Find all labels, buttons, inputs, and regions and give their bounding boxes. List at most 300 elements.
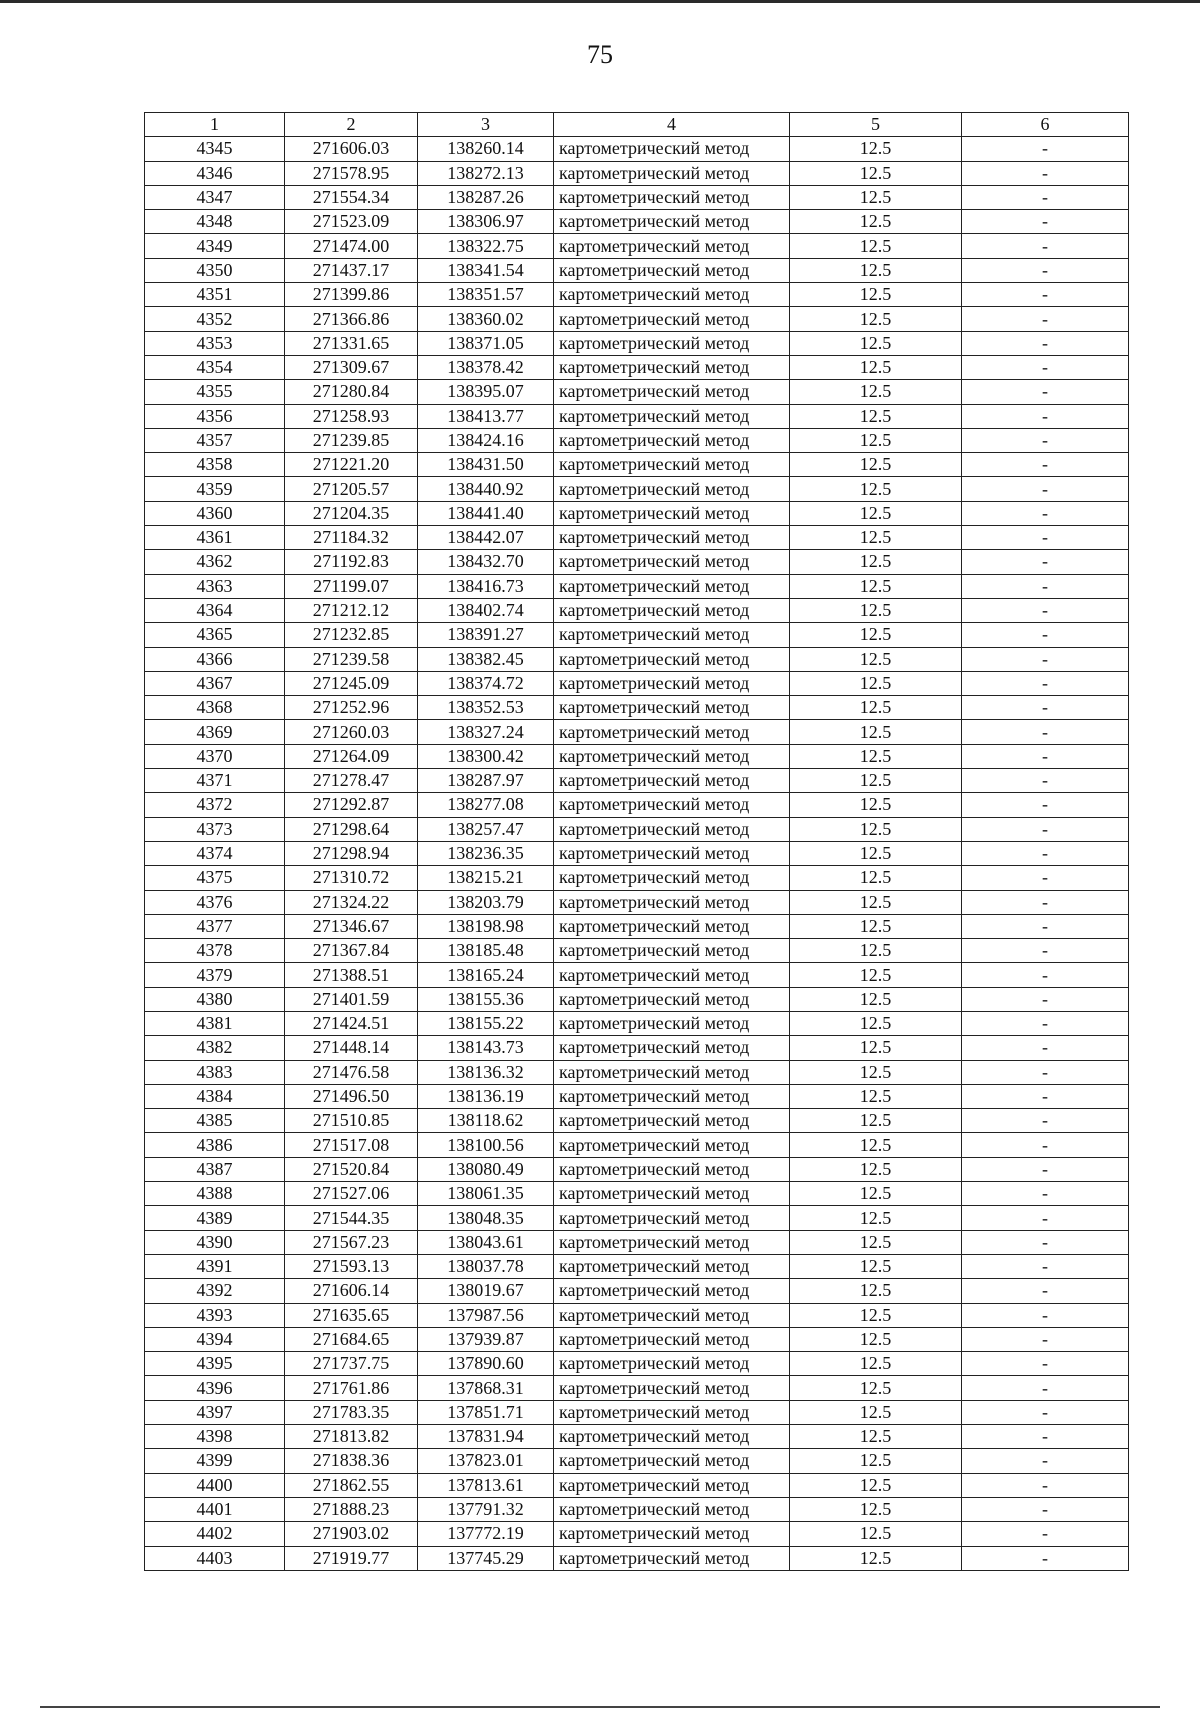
table-row [145, 210, 1129, 234]
method-cell: картометрический метод [554, 477, 790, 501]
description-cell: - [962, 1060, 1129, 1084]
table-row [145, 1254, 1129, 1278]
accuracy-cell: 12.5 [790, 1206, 962, 1230]
method-cell: картометрический метод [554, 574, 790, 598]
accuracy-cell: 12.5 [790, 1254, 962, 1278]
description-cell: - [962, 1400, 1129, 1424]
point-number-cell: 4393 [145, 1303, 285, 1327]
y-coordinate-cell: 138272.13 [418, 161, 554, 185]
point-number-cell: 4346 [145, 161, 285, 185]
method-cell: картометрический метод [554, 331, 790, 355]
accuracy-cell: 12.5 [790, 1352, 962, 1376]
x-coordinate-cell: 271520.84 [285, 1157, 418, 1181]
x-coordinate-cell: 271309.67 [285, 355, 418, 379]
description-cell: - [962, 526, 1129, 550]
table-row [145, 841, 1129, 865]
table-row [145, 1206, 1129, 1230]
method-cell: картометрический метод [554, 185, 790, 209]
accuracy-cell: 12.5 [790, 1376, 962, 1400]
table-row [145, 137, 1129, 161]
description-cell: - [962, 1473, 1129, 1497]
table-row [145, 1473, 1129, 1497]
y-coordinate-cell: 137868.31 [418, 1376, 554, 1400]
table-row [145, 1327, 1129, 1351]
method-cell: картометрический метод [554, 623, 790, 647]
point-number-cell: 4379 [145, 963, 285, 987]
point-number-cell: 4376 [145, 890, 285, 914]
column-header: 4 [554, 113, 790, 137]
accuracy-cell: 12.5 [790, 526, 962, 550]
accuracy-cell: 12.5 [790, 1157, 962, 1181]
accuracy-cell: 12.5 [790, 404, 962, 428]
y-coordinate-cell: 138043.61 [418, 1230, 554, 1254]
accuracy-cell: 12.5 [790, 841, 962, 865]
x-coordinate-cell: 271399.86 [285, 283, 418, 307]
accuracy-cell: 12.5 [790, 1497, 962, 1521]
table-row [145, 1157, 1129, 1181]
method-cell: картометрический метод [554, 210, 790, 234]
table-row [145, 1036, 1129, 1060]
table-row [145, 769, 1129, 793]
accuracy-cell: 12.5 [790, 623, 962, 647]
description-cell: - [962, 671, 1129, 695]
x-coordinate-cell: 271264.09 [285, 744, 418, 768]
x-coordinate-cell: 271278.47 [285, 769, 418, 793]
description-cell: - [962, 1206, 1129, 1230]
accuracy-cell: 12.5 [790, 137, 962, 161]
description-cell: - [962, 817, 1129, 841]
coordinates-table [144, 112, 1129, 1571]
x-coordinate-cell: 271280.84 [285, 380, 418, 404]
point-number-cell: 4368 [145, 696, 285, 720]
accuracy-cell: 12.5 [790, 331, 962, 355]
x-coordinate-cell: 271684.65 [285, 1327, 418, 1351]
method-cell: картометрический метод [554, 283, 790, 307]
y-coordinate-cell: 138441.40 [418, 501, 554, 525]
method-cell: картометрический метод [554, 1522, 790, 1546]
description-cell: - [962, 598, 1129, 622]
x-coordinate-cell: 271199.07 [285, 574, 418, 598]
description-cell: - [962, 307, 1129, 331]
table-row [145, 720, 1129, 744]
accuracy-cell: 12.5 [790, 866, 962, 890]
method-cell: картометрический метод [554, 1011, 790, 1035]
point-number-cell: 4364 [145, 598, 285, 622]
method-cell: картометрический метод [554, 1036, 790, 1060]
table-row [145, 1449, 1129, 1473]
table-row [145, 258, 1129, 282]
method-cell: картометрический метод [554, 914, 790, 938]
y-coordinate-cell: 138382.45 [418, 647, 554, 671]
accuracy-cell: 12.5 [790, 574, 962, 598]
accuracy-cell: 12.5 [790, 890, 962, 914]
method-cell: картометрический метод [554, 1133, 790, 1157]
description-cell: - [962, 1425, 1129, 1449]
method-cell: картометрический метод [554, 841, 790, 865]
description-cell: - [962, 428, 1129, 452]
point-number-cell: 4374 [145, 841, 285, 865]
method-cell: картометрический метод [554, 671, 790, 695]
x-coordinate-cell: 271239.58 [285, 647, 418, 671]
x-coordinate-cell: 271606.03 [285, 137, 418, 161]
description-cell: - [962, 1011, 1129, 1035]
table-row [145, 963, 1129, 987]
description-cell: - [962, 380, 1129, 404]
table-row [145, 234, 1129, 258]
method-cell: картометрический метод [554, 453, 790, 477]
point-number-cell: 4387 [145, 1157, 285, 1181]
y-coordinate-cell: 138352.53 [418, 696, 554, 720]
description-cell: - [962, 1157, 1129, 1181]
method-cell: картометрический метод [554, 1084, 790, 1108]
point-number-cell: 4373 [145, 817, 285, 841]
point-number-cell: 4394 [145, 1327, 285, 1351]
y-coordinate-cell: 138215.21 [418, 866, 554, 890]
accuracy-cell: 12.5 [790, 793, 962, 817]
table-row [145, 866, 1129, 890]
description-cell: - [962, 453, 1129, 477]
description-cell: - [962, 1109, 1129, 1133]
accuracy-cell: 12.5 [790, 161, 962, 185]
y-coordinate-cell: 138287.97 [418, 769, 554, 793]
y-coordinate-cell: 138378.42 [418, 355, 554, 379]
x-coordinate-cell: 271919.77 [285, 1546, 418, 1570]
description-cell: - [962, 841, 1129, 865]
y-coordinate-cell: 137987.56 [418, 1303, 554, 1327]
y-coordinate-cell: 138416.73 [418, 574, 554, 598]
method-cell: картометрический метод [554, 1182, 790, 1206]
column-header: 5 [790, 113, 962, 137]
x-coordinate-cell: 271474.00 [285, 234, 418, 258]
accuracy-cell: 12.5 [790, 769, 962, 793]
method-cell: картометрический метод [554, 1230, 790, 1254]
y-coordinate-cell: 138260.14 [418, 137, 554, 161]
method-cell: картометрический метод [554, 1546, 790, 1570]
point-number-cell: 4358 [145, 453, 285, 477]
point-number-cell: 4403 [145, 1546, 285, 1570]
method-cell: картометрический метод [554, 1449, 790, 1473]
description-cell: - [962, 1230, 1129, 1254]
description-cell: - [962, 1254, 1129, 1278]
table-row [145, 1182, 1129, 1206]
x-coordinate-cell: 271232.85 [285, 623, 418, 647]
table-row [145, 817, 1129, 841]
x-coordinate-cell: 271903.02 [285, 1522, 418, 1546]
accuracy-cell: 12.5 [790, 283, 962, 307]
y-coordinate-cell: 138136.32 [418, 1060, 554, 1084]
point-number-cell: 4359 [145, 477, 285, 501]
y-coordinate-cell: 138165.24 [418, 963, 554, 987]
accuracy-cell: 12.5 [790, 501, 962, 525]
accuracy-cell: 12.5 [790, 1011, 962, 1035]
x-coordinate-cell: 271888.23 [285, 1497, 418, 1521]
table-row [145, 477, 1129, 501]
page-number: 75 [587, 40, 613, 69]
method-cell: картометрический метод [554, 550, 790, 574]
point-number-cell: 4353 [145, 331, 285, 355]
description-cell: - [962, 987, 1129, 1011]
method-cell: картометрический метод [554, 258, 790, 282]
point-number-cell: 4401 [145, 1497, 285, 1521]
point-number-cell: 4402 [145, 1522, 285, 1546]
point-number-cell: 4375 [145, 866, 285, 890]
y-coordinate-cell: 137772.19 [418, 1522, 554, 1546]
table-row [145, 939, 1129, 963]
y-coordinate-cell: 138391.27 [418, 623, 554, 647]
table-row [145, 1400, 1129, 1424]
point-number-cell: 4388 [145, 1182, 285, 1206]
y-coordinate-cell: 138203.79 [418, 890, 554, 914]
table-row [145, 307, 1129, 331]
point-number-cell: 4398 [145, 1425, 285, 1449]
x-coordinate-cell: 271523.09 [285, 210, 418, 234]
accuracy-cell: 12.5 [790, 1303, 962, 1327]
description-cell: - [962, 331, 1129, 355]
table-row [145, 404, 1129, 428]
accuracy-cell: 12.5 [790, 1084, 962, 1108]
description-cell: - [962, 1352, 1129, 1376]
table-row [145, 1303, 1129, 1327]
x-coordinate-cell: 271346.67 [285, 914, 418, 938]
y-coordinate-cell: 138431.50 [418, 453, 554, 477]
table-row [145, 598, 1129, 622]
x-coordinate-cell: 271527.06 [285, 1182, 418, 1206]
table-row [145, 647, 1129, 671]
x-coordinate-cell: 271388.51 [285, 963, 418, 987]
x-coordinate-cell: 271252.96 [285, 696, 418, 720]
y-coordinate-cell: 137823.01 [418, 1449, 554, 1473]
y-coordinate-cell: 138327.24 [418, 720, 554, 744]
description-cell: - [962, 866, 1129, 890]
description-cell: - [962, 914, 1129, 938]
description-cell: - [962, 234, 1129, 258]
x-coordinate-cell: 271567.23 [285, 1230, 418, 1254]
description-cell: - [962, 161, 1129, 185]
accuracy-cell: 12.5 [790, 963, 962, 987]
table-row [145, 1425, 1129, 1449]
table-row [145, 185, 1129, 209]
description-cell: - [962, 1036, 1129, 1060]
x-coordinate-cell: 271258.93 [285, 404, 418, 428]
accuracy-cell: 12.5 [790, 817, 962, 841]
x-coordinate-cell: 271298.94 [285, 841, 418, 865]
description-cell: - [962, 574, 1129, 598]
point-number-cell: 4391 [145, 1254, 285, 1278]
method-cell: картометрический метод [554, 1303, 790, 1327]
description-cell: - [962, 793, 1129, 817]
y-coordinate-cell: 137831.94 [418, 1425, 554, 1449]
y-coordinate-cell: 138037.78 [418, 1254, 554, 1278]
y-coordinate-cell: 138402.74 [418, 598, 554, 622]
y-coordinate-cell: 138061.35 [418, 1182, 554, 1206]
y-coordinate-cell: 138080.49 [418, 1157, 554, 1181]
table-row [145, 987, 1129, 1011]
y-coordinate-cell: 137851.71 [418, 1400, 554, 1424]
accuracy-cell: 12.5 [790, 1060, 962, 1084]
table-row [145, 331, 1129, 355]
description-cell: - [962, 1084, 1129, 1108]
y-coordinate-cell: 138155.22 [418, 1011, 554, 1035]
method-cell: картометрический метод [554, 1206, 790, 1230]
y-coordinate-cell: 138100.56 [418, 1133, 554, 1157]
accuracy-cell: 12.5 [790, 355, 962, 379]
table-row [145, 1011, 1129, 1035]
table-row [145, 501, 1129, 525]
y-coordinate-cell: 138185.48 [418, 939, 554, 963]
table-row [145, 1060, 1129, 1084]
accuracy-cell: 12.5 [790, 1473, 962, 1497]
y-coordinate-cell: 138322.75 [418, 234, 554, 258]
x-coordinate-cell: 271838.36 [285, 1449, 418, 1473]
method-cell: картометрический метод [554, 1254, 790, 1278]
method-cell: картометрический метод [554, 963, 790, 987]
accuracy-cell: 12.5 [790, 914, 962, 938]
x-coordinate-cell: 271424.51 [285, 1011, 418, 1035]
accuracy-cell: 12.5 [790, 939, 962, 963]
point-number-cell: 4362 [145, 550, 285, 574]
y-coordinate-cell: 138440.92 [418, 477, 554, 501]
table-row [145, 671, 1129, 695]
table-row [145, 793, 1129, 817]
table-row [145, 283, 1129, 307]
x-coordinate-cell: 271366.86 [285, 307, 418, 331]
table-row [145, 1230, 1129, 1254]
x-coordinate-cell: 271184.32 [285, 526, 418, 550]
x-coordinate-cell: 271737.75 [285, 1352, 418, 1376]
y-coordinate-cell: 138424.16 [418, 428, 554, 452]
y-coordinate-cell: 138198.98 [418, 914, 554, 938]
x-coordinate-cell: 271593.13 [285, 1254, 418, 1278]
y-coordinate-cell: 138351.57 [418, 283, 554, 307]
point-number-cell: 4383 [145, 1060, 285, 1084]
y-coordinate-cell: 138374.72 [418, 671, 554, 695]
table-header-row [145, 113, 1129, 137]
point-number-cell: 4377 [145, 914, 285, 938]
x-coordinate-cell: 271862.55 [285, 1473, 418, 1497]
x-coordinate-cell: 271292.87 [285, 793, 418, 817]
table-row [145, 1497, 1129, 1521]
description-cell: - [962, 1279, 1129, 1303]
y-coordinate-cell: 138136.19 [418, 1084, 554, 1108]
x-coordinate-cell: 271205.57 [285, 477, 418, 501]
description-cell: - [962, 501, 1129, 525]
point-number-cell: 4372 [145, 793, 285, 817]
description-cell: - [962, 696, 1129, 720]
method-cell: картометрический метод [554, 769, 790, 793]
method-cell: картометрический метод [554, 793, 790, 817]
x-coordinate-cell: 271476.58 [285, 1060, 418, 1084]
method-cell: картометрический метод [554, 1327, 790, 1351]
x-coordinate-cell: 271635.65 [285, 1303, 418, 1327]
x-coordinate-cell: 271813.82 [285, 1425, 418, 1449]
table-row [145, 623, 1129, 647]
accuracy-cell: 12.5 [790, 1279, 962, 1303]
x-coordinate-cell: 271245.09 [285, 671, 418, 695]
x-coordinate-cell: 271448.14 [285, 1036, 418, 1060]
x-coordinate-cell: 271310.72 [285, 866, 418, 890]
description-cell: - [962, 355, 1129, 379]
method-cell: картометрический метод [554, 744, 790, 768]
y-coordinate-cell: 137791.32 [418, 1497, 554, 1521]
accuracy-cell: 12.5 [790, 1449, 962, 1473]
point-number-cell: 4355 [145, 380, 285, 404]
point-number-cell: 4380 [145, 987, 285, 1011]
method-cell: картометрический метод [554, 501, 790, 525]
description-cell: - [962, 1327, 1129, 1351]
accuracy-cell: 12.5 [790, 307, 962, 331]
table-row [145, 526, 1129, 550]
x-coordinate-cell: 271554.34 [285, 185, 418, 209]
table-row [145, 574, 1129, 598]
column-header: 3 [418, 113, 554, 137]
table-row [145, 1084, 1129, 1108]
method-cell: картометрический метод [554, 1497, 790, 1521]
point-number-cell: 4357 [145, 428, 285, 452]
accuracy-cell: 12.5 [790, 1425, 962, 1449]
point-number-cell: 4390 [145, 1230, 285, 1254]
point-number-cell: 4350 [145, 258, 285, 282]
y-coordinate-cell: 138395.07 [418, 380, 554, 404]
description-cell: - [962, 939, 1129, 963]
table-row [145, 550, 1129, 574]
y-coordinate-cell: 138236.35 [418, 841, 554, 865]
y-coordinate-cell: 138118.62 [418, 1109, 554, 1133]
point-number-cell: 4354 [145, 355, 285, 379]
point-number-cell: 4371 [145, 769, 285, 793]
table-row [145, 890, 1129, 914]
column-header: 6 [962, 113, 1129, 137]
y-coordinate-cell: 138048.35 [418, 1206, 554, 1230]
point-number-cell: 4360 [145, 501, 285, 525]
method-cell: картометрический метод [554, 1109, 790, 1133]
table-row [145, 161, 1129, 185]
method-cell: картометрический метод [554, 1400, 790, 1424]
y-coordinate-cell: 138143.73 [418, 1036, 554, 1060]
description-cell: - [962, 404, 1129, 428]
method-cell: картометрический метод [554, 234, 790, 258]
description-cell: - [962, 477, 1129, 501]
y-coordinate-cell: 138306.97 [418, 210, 554, 234]
point-number-cell: 4381 [145, 1011, 285, 1035]
method-cell: картометрический метод [554, 866, 790, 890]
accuracy-cell: 12.5 [790, 1400, 962, 1424]
y-coordinate-cell: 138371.05 [418, 331, 554, 355]
y-coordinate-cell: 138155.36 [418, 987, 554, 1011]
point-number-cell: 4347 [145, 185, 285, 209]
point-number-cell: 4400 [145, 1473, 285, 1497]
method-cell: картометрический метод [554, 1060, 790, 1084]
description-cell: - [962, 623, 1129, 647]
x-coordinate-cell: 271298.64 [285, 817, 418, 841]
accuracy-cell: 12.5 [790, 720, 962, 744]
method-cell: картометрический метод [554, 380, 790, 404]
y-coordinate-cell: 138432.70 [418, 550, 554, 574]
method-cell: картометрический метод [554, 404, 790, 428]
table-row [145, 1279, 1129, 1303]
accuracy-cell: 12.5 [790, 210, 962, 234]
description-cell: - [962, 283, 1129, 307]
x-coordinate-cell: 271437.17 [285, 258, 418, 282]
point-number-cell: 4370 [145, 744, 285, 768]
point-number-cell: 4399 [145, 1449, 285, 1473]
x-coordinate-cell: 271192.83 [285, 550, 418, 574]
description-cell: - [962, 210, 1129, 234]
method-cell: картометрический метод [554, 939, 790, 963]
method-cell: картометрический метод [554, 1352, 790, 1376]
accuracy-cell: 12.5 [790, 987, 962, 1011]
bottom-rule [40, 1706, 1160, 1708]
method-cell: картометрический метод [554, 696, 790, 720]
